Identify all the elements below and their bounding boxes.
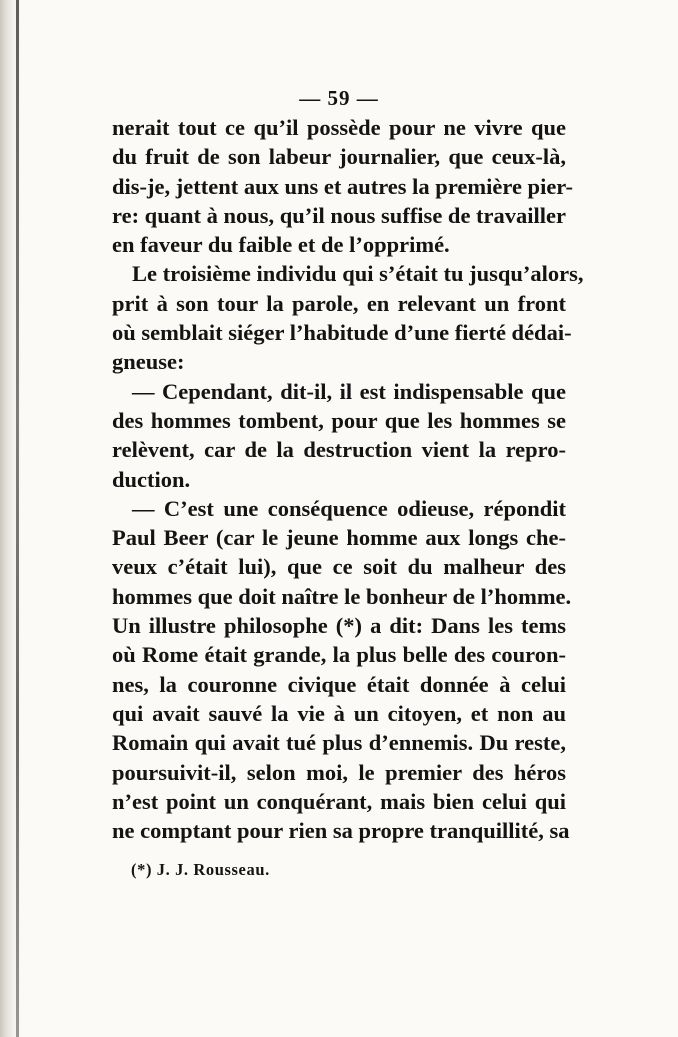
text-line: Un illustre philosophe (*) a dit: Dans les tems bbox=[112, 613, 566, 639]
footnote: (*) J. J. Rousseau. bbox=[131, 860, 270, 879]
text-line: hommes que doit naître le bonheur de l’homme. bbox=[112, 583, 572, 609]
text-line: Le troisième individu qui s’était tu jusqu’alors, bbox=[132, 261, 584, 287]
text-line: ne comptant pour rien sa propre tranquillité, sa bbox=[112, 818, 570, 844]
binding-edge bbox=[16, 0, 19, 1037]
text-line: — C’est une conséquence odieuse, répondit bbox=[132, 495, 566, 521]
text-line: des hommes tombent, pour que les hommes se bbox=[112, 407, 566, 433]
text-line: veux c’était lui), que ce soit du malheur des bbox=[112, 554, 566, 580]
text-line: Paul Beer (car le jeune homme aux longs che- bbox=[112, 525, 566, 551]
text-line: Romain qui avait tué plus d’ennemis. Du reste, bbox=[112, 730, 566, 756]
text-line: où semblait siéger l’habitude d’une fierté dédai- bbox=[112, 320, 572, 346]
text-line: re: quant à nous, qu’il nous suffise de travailler bbox=[112, 202, 567, 228]
text-line: gneuse: bbox=[112, 349, 185, 375]
text-line: dis-je, jettent aux uns et autres la première pier- bbox=[112, 173, 573, 199]
text-line: — Cependant, dit-il, il est indispensable que bbox=[132, 378, 566, 404]
text-line: n’est point un conquérant, mais bien celui qui bbox=[112, 788, 566, 814]
text-line: nes, la couronne civique était donnée à celui bbox=[112, 671, 566, 697]
text-line: où Rome était grande, la plus belle des couron- bbox=[112, 642, 566, 668]
body-text bbox=[112, 113, 584, 845]
text-line: prit à son tour la parole, en relevant un front bbox=[112, 290, 566, 316]
text-line: qui avait sauvé la vie à un citoyen, et non au bbox=[112, 700, 566, 726]
text-line: duction. bbox=[112, 466, 191, 492]
text-line: relèvent, car de la destruction vient la repro- bbox=[112, 437, 566, 463]
text-line: en faveur du faible et de l’opprimé. bbox=[112, 232, 450, 258]
page-number: — 59 — bbox=[299, 86, 379, 110]
text-line: du fruit de son labeur journalier, que ceux-là, bbox=[112, 144, 566, 170]
text-line: nerait tout ce qu’il possède pour ne vivre que bbox=[112, 115, 566, 140]
text-line: poursuivit-il, selon moi, le premier des héros bbox=[112, 759, 566, 785]
